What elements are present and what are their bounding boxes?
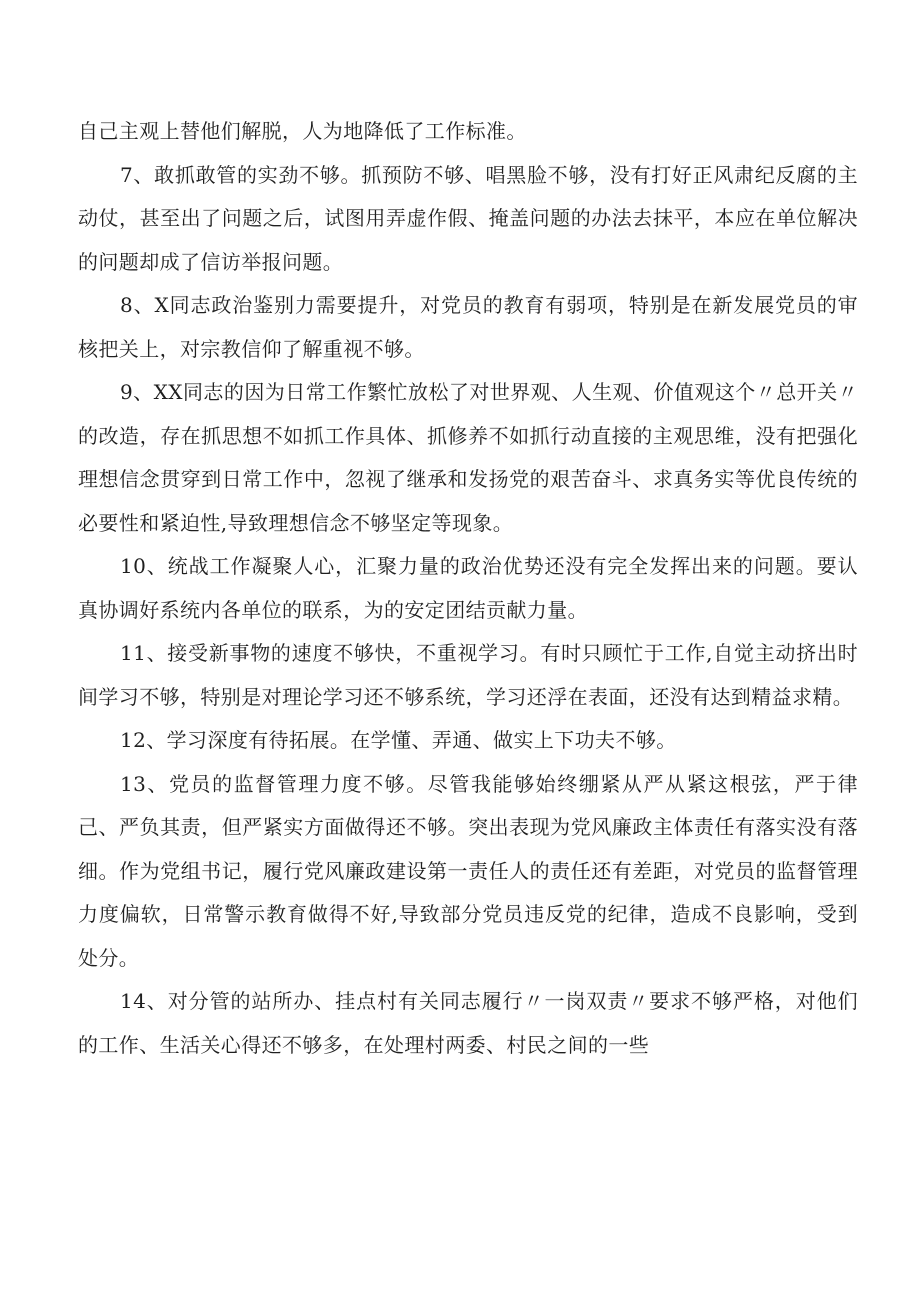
paragraph-8: 13、党员的监督管理力度不够。尽管我能够始终绷紧从严从紧这根弦，严于律己、严负其责，但严紧实方面做得还不够。突出表现为党风廉政主体责任有落实没有落细。作为党组书记，履行党风廉政建设第一责任人的责任还有差距，对党员的监督管理力度偏软，日常警示教育做得不好,导致部分党员违反党的纪律，造成不良影响，受到处分。	[78, 771, 858, 970]
paragraph-6: 11、接受新事物的速度不够快，不重视学习。有时只顾忙于工作,自觉主动挤出时间学习不够，特别是对理论学习还不够系统，学习还浮在表面，还没有达到精益求精。	[78, 641, 858, 709]
paragraph-2: 7、敢抓敢管的实劲不够。抓预防不够、唱黑脸不够，没有打好正风肃纪反腐的主动仗，甚至出了问题之后，试图用弄虚作假、掩盖问题的办法去抹平，本应在单位解决的问题却成了信访举报问题。	[78, 162, 858, 274]
paragraph-3: 8、X同志政治鉴别力需要提升，对党员的教育有弱项，特别是在新发展党员的审核把关上，对宗教信仰了解重视不够。	[78, 293, 858, 361]
paragraph-5: 10、统战工作凝聚人心，汇聚力量的政治优势还没有完全发挥出来的问题。要认真协调好系统内各单位的联系，为的安定团结贡献力量。	[78, 554, 858, 622]
paragraph-1: 自己主观上替他们解脱，人为地降低了工作标准。	[78, 119, 527, 143]
paragraph-4: 9、XX同志的因为日常工作繁忙放松了对世界观、人生观、价值观这个〃总开关〃的改造，存在抓思想不如抓工作具体、抓修养不如抓行动直接的主观思维，没有把强化理想信念贯穿到日常工作中，忽视了继承和发扬党的艰苦奋斗、求真务实等优良传统的必要性和紧迫性,导致理想信念不够坚定等现象。	[78, 380, 858, 535]
paragraph-7: 12、学习深度有待拓展。在学懂、弄通、做实上下功夫不够。	[120, 728, 677, 752]
paragraph-9: 14、对分管的站所办、挂点村有关同志履行〃一岗双责〃要求不够严格，对他们的工作、生活关心得还不够多，在处理村两委、村民之间的一些	[78, 989, 858, 1057]
document-body	[78, 110, 858, 1067]
